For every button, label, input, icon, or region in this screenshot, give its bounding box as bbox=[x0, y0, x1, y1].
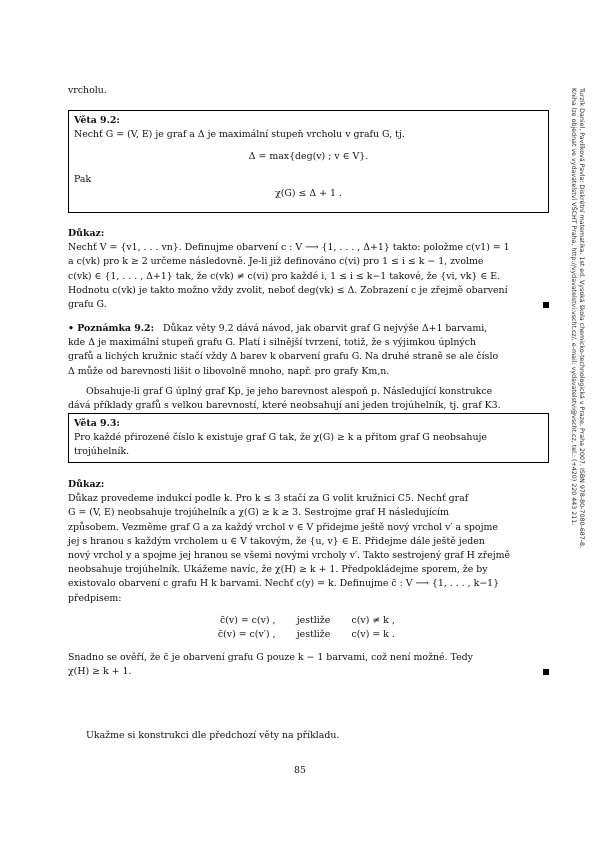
theorem-9-2-box bbox=[68, 110, 549, 213]
proof-2-end-line: Snadno se ověří, že c̄ je obarvení grafu G pouze k − 1 barvami, což není možné. Tedy bbox=[68, 652, 473, 664]
theorem-9-2-formula: Δ = max{deg(v) ; v ∈ V}. bbox=[248, 151, 369, 163]
proof-2-line: způsobem. Vezměme graf G a za každý vrchol v ∈ V přidejme ještě nový vrchol v′ a spojme bbox=[68, 521, 498, 533]
formula-row-2: c̄(v) = c(v′) , jestliže c(v) = k . bbox=[217, 629, 395, 641]
remark-line: kde Δ je maximální stupeň grafu G. Platí i silnější tvrzení, totiž, že s výjimkou úplných bbox=[68, 337, 476, 349]
proof-1-line: grafu G. bbox=[68, 299, 107, 311]
formula-row-1: c̄(v) = c(v) , jestliže c(v) ≠ k , bbox=[220, 614, 395, 626]
theorem-9-3-title: Věta 9.3: bbox=[74, 418, 120, 429]
theorem-9-2-pak: Pak bbox=[74, 173, 92, 185]
theorem-9-2-result: χ(G) ≤ Δ + 1 . bbox=[275, 187, 342, 199]
remark-9-2 bbox=[68, 322, 549, 379]
paragraph-line: Obsahuje-li graf G úplný graf Kp, je jeho barevnost alespoň p. Následující konstrukce bbox=[86, 386, 493, 397]
proof-1-line: c(vk) ∈ {1, . . . , Δ+1} tak, že c(vk) ≠ c(vi) pro každé i, 1 ≤ i ≤ k−1 takové, že {vi, vk} ∈ E. bbox=[68, 270, 501, 282]
remark-9-2-title: • Poznámka 9.2: bbox=[68, 323, 155, 334]
proof-2-line: existovalo obarvení c grafu H k barvami. Nechť c(y) = k. Definujme c̄ : V ⟶ {1, . . . , k−1} bbox=[68, 578, 500, 590]
qed-square-icon bbox=[543, 302, 549, 308]
proof-1-line: Nechť V = {v1, . . . vn}. Definujme obarvení c : V ⟶ {1, . . . , Δ+1} takto: položme c(v1) = 1 bbox=[68, 242, 510, 254]
qed-square-icon bbox=[543, 669, 549, 675]
paragraph-line: dává příklady grafů s velkou barevností, které neobsahují ani jeden trojúhelník, tj. graf K3. bbox=[68, 400, 501, 412]
theorem-9-2-line1: Nechť G = (V, E) je graf a Δ je maximální stupeň vrcholu v grafu G, tj. bbox=[74, 129, 405, 141]
proof-2-line: nový vrchol y a spojme jej hranou se všemi novými vrcholy v′. Takto sestrojený graf H zřejmě bbox=[68, 550, 511, 562]
theorem-9-3-line: trojúhelník. bbox=[74, 446, 130, 458]
theorem-9-3-box bbox=[68, 413, 549, 463]
proof-1-line: Hodnotu c(vk) je takto možno vždy zvolit, neboť deg(vk) ≤ Δ. Zobrazení c je zřejmě obarvení bbox=[68, 284, 508, 296]
side-note-line-2: Kniha lze objednat ve vydavatelství VŠCHT Praha, http://vydavatelstvi.vscht.cz/, e-mail: vydavatelstvi@vscht.cz, tel.: (+420) 220 443 211. bbox=[570, 88, 577, 526]
remark-line: grafů a lichých kružnic stačí vždy Δ barev k obarvení grafu G. Na druhé straně se ale číslo bbox=[68, 351, 499, 363]
closing-line: Ukažme si konstrukci dle předchozí věty na příkladu. bbox=[86, 730, 340, 741]
proof-2-line: předpisem: bbox=[68, 592, 122, 604]
proof-1-line: a c(vk) pro k ≥ 2 určeme následovně. Je-li již definováno c(vi) pro 1 ≤ i ≤ k − 1, zvolme bbox=[68, 256, 484, 268]
proof-1 bbox=[68, 227, 549, 312]
proof-2-line: neobsahuje trojúhelník. Ukážeme navíc, že χ(H) ≥ k + 1. Předpokládejme sporem, že by bbox=[68, 564, 488, 576]
side-note-line-1: Turzík Daniel, Pavlíková Pavla: Diskrétní matematika. 1st ed. Vysoká škola chemicko-technologická v Praze, Praha 2007. ISBN 978-80-7080-687-8. bbox=[578, 88, 585, 549]
proof-2-end-line: χ(H) ≥ k + 1. bbox=[68, 666, 132, 678]
proof-2-line: Důkaz provedeme indukcí podle k. Pro k ≤ 3 stačí za G volit kružnici C5. Nechť graf bbox=[68, 493, 469, 505]
proof-2-line: G = (V, E) neobsahuje trojúhelník a χ(G) ≥ k ≥ 3. Sestrojme graf H následujícím bbox=[68, 507, 449, 519]
proof-2-line: jej s hranou s každým vrcholem u ∈ V takovým, že {u, v} ∈ E. Přidejme dále ještě jeden bbox=[68, 535, 485, 547]
page-number: 85 bbox=[294, 765, 306, 776]
top-line: vrcholu. bbox=[68, 85, 107, 96]
paragraph-kp bbox=[68, 385, 549, 413]
remark-line: Δ může od barevnosti lišit o libovolně mnoho, např. pro grafy Km,n. bbox=[68, 365, 390, 377]
remark-line: Důkaz věty 9.2 dává návod, jak obarvit graf G nejvýše Δ+1 barvami, bbox=[163, 323, 488, 334]
proof-1-title: Důkaz: bbox=[68, 228, 105, 239]
proof-2 bbox=[68, 478, 549, 680]
theorem-9-2-title: Věta 9.2: bbox=[74, 115, 120, 126]
proof-2-title: Důkaz: bbox=[68, 479, 105, 490]
theorem-9-3-line: Pro každé přirozené číslo k existuje graf G tak, že χ(G) ≥ k a přitom graf G neobsahuje bbox=[74, 432, 487, 444]
